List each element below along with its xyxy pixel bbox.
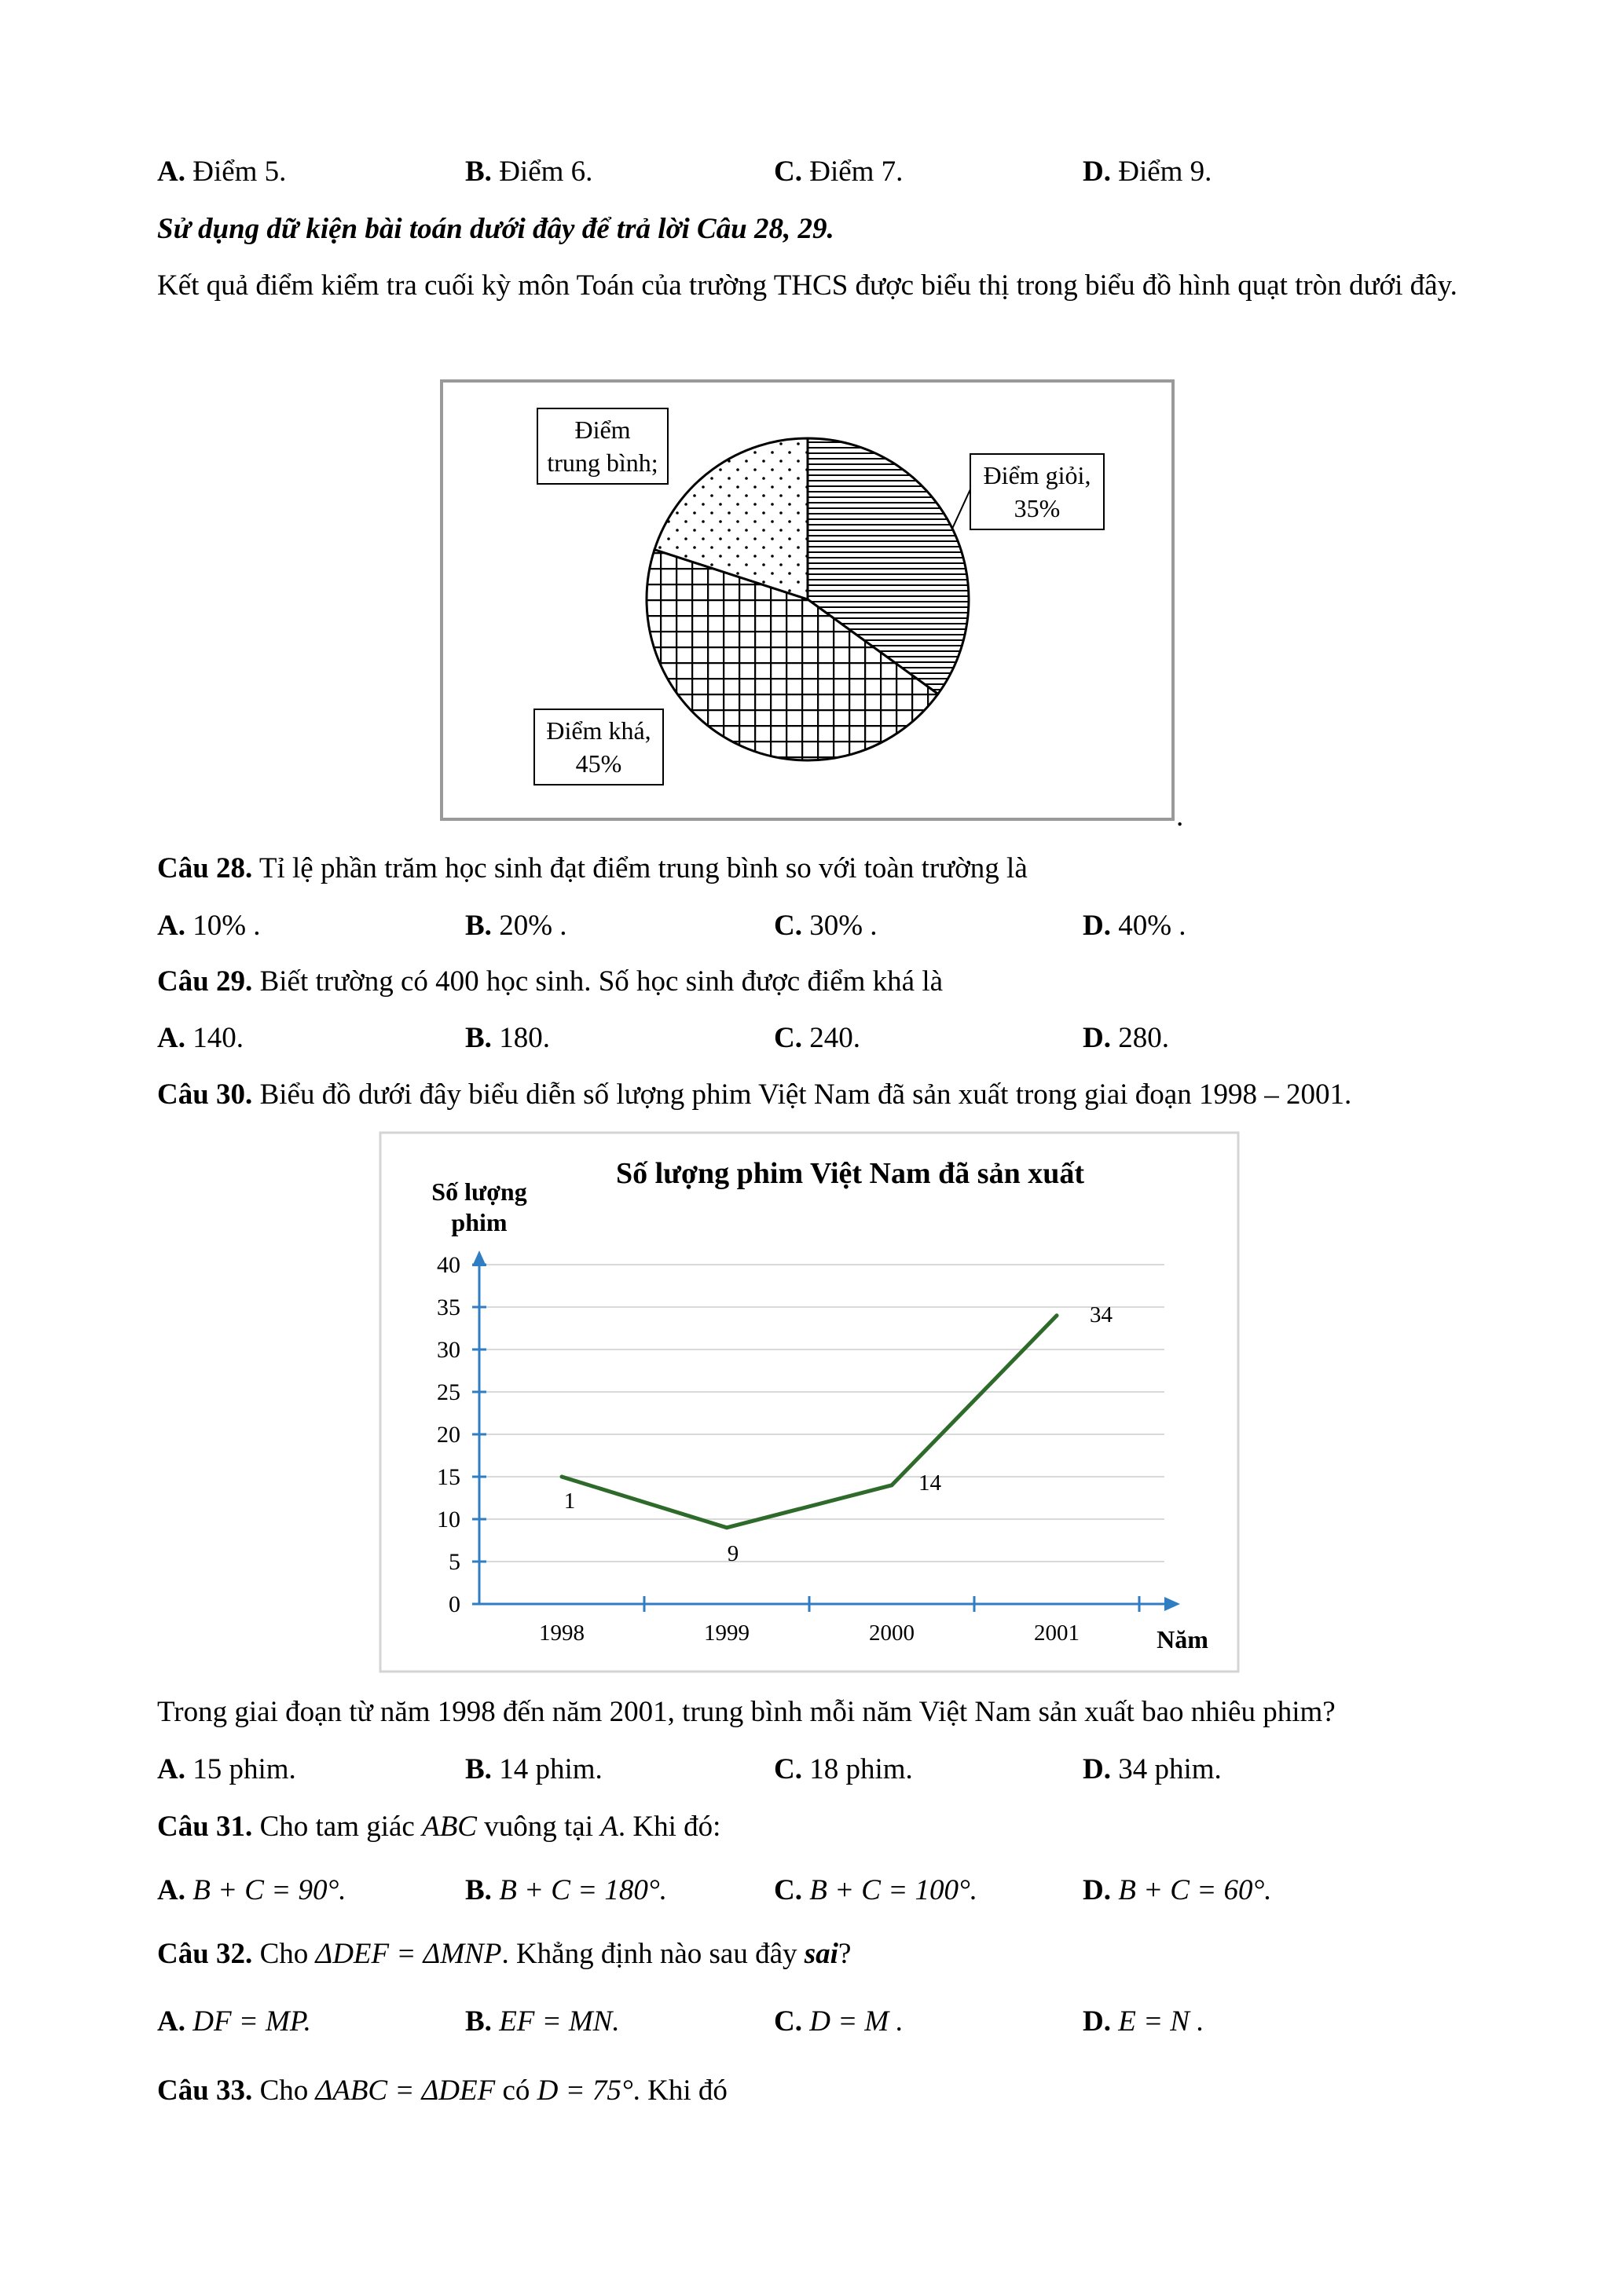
q32-option-b: B. EF = MN. <box>465 2005 620 2038</box>
q30-option-d: D. 34 phim. <box>1083 1753 1222 1785</box>
x-tick-label-2000: 2000 <box>869 1620 915 1646</box>
data-label-2001: 34 <box>1090 1302 1113 1327</box>
q31-option-c: C. B + C = 100°. <box>774 1874 977 1906</box>
q32-option-d: D. E = N . <box>1083 2005 1204 2038</box>
instruction: Sử dụng dữ kiện bài toán dưới đây để trả lời Câu 28, 29. <box>157 213 834 245</box>
y-tick-label-10: 10 <box>437 1507 460 1532</box>
chart-title: Số lượng phim Việt Nam đã sản xuất <box>615 1157 1085 1190</box>
pie-trailing-period: . <box>1176 800 1184 833</box>
data-point-2001 <box>1055 1313 1059 1317</box>
data-point-2000 <box>890 1483 894 1487</box>
intro-paragraph: Kết quả điểm kiểm tra cuối kỳ môn Toán của trường THCS được biểu thị trong biểu đồ hình quạt tròn dưới đây. <box>157 269 1457 302</box>
y-tick-label-40: 40 <box>437 1252 460 1278</box>
x-tick-label-1999: 1999 <box>704 1620 750 1646</box>
q29-stem: Câu 29. Biết trường có 400 học sinh. Số học sinh được điểm khá là <box>157 965 944 998</box>
q32-option-c: C. D = M . <box>774 2005 904 2038</box>
y-tick-label-30: 30 <box>437 1337 460 1363</box>
q31-option-d: D. B + C = 60°. <box>1083 1874 1272 1906</box>
q27-option-d: D. Điểm 9. <box>1083 156 1212 188</box>
y-tick-label-20: 20 <box>437 1422 460 1448</box>
data-label-1998: 1 <box>563 1489 576 1514</box>
q32-stem: Câu 32. Cho ΔDEF = ΔMNP. Khẳng định nào sau đây sai? <box>157 1938 852 1970</box>
q30-stem: Câu 30. Biểu đồ dưới đây biểu diễn số lượng phim Việt Nam đã sản xuất trong giai đoạn 1998 – 2001. <box>157 1078 1352 1111</box>
line-chart-frame <box>380 1133 1238 1672</box>
q28-option-b: B. 20% . <box>465 910 567 942</box>
q30-option-c: C. 18 phim. <box>774 1753 913 1785</box>
y-axis-label-line2: phim <box>451 1208 508 1236</box>
y-axis-label-line1: Số lượng <box>431 1177 527 1206</box>
data-point-1999 <box>725 1525 729 1529</box>
pie-label-line2-2: trung bình; <box>547 449 658 477</box>
data-label-1999: 9 <box>727 1540 739 1566</box>
data-label-2000: 14 <box>918 1470 941 1496</box>
q30-option-b: B. 14 phim. <box>465 1753 603 1785</box>
q33-stem: Câu 33. Cho ΔABC = ΔDEF có D = 75°. Khi đó <box>157 2074 728 2107</box>
q30-question: Trong giai đoạn từ năm 1998 đến năm 2001, trung bình mỗi năm Việt Nam sản xuất bao nhiêu phim? <box>157 1696 1336 1728</box>
q32-option-a: A. DF = MP. <box>157 2005 311 2038</box>
q27-option-a: A. Điểm 5. <box>157 156 287 188</box>
q28-stem: Câu 28. Tỉ lệ phần trăm học sinh đạt điểm trung bình so với toàn trường là <box>157 852 1028 884</box>
x-tick-label-1998: 1998 <box>539 1620 585 1646</box>
q30-option-a: A. 15 phim. <box>157 1753 296 1785</box>
y-tick-label-35: 35 <box>437 1294 460 1320</box>
pie-label-line2-0: 35% <box>1014 494 1061 522</box>
y-tick-label-5: 5 <box>449 1549 460 1575</box>
pie-chart-figure <box>440 379 1175 821</box>
q31-option-a: A. B + C = 90°. <box>157 1874 346 1906</box>
y-tick-label-25: 25 <box>437 1379 460 1405</box>
pie-label-line1-1: Điểm khá, <box>546 716 651 745</box>
pie-chart <box>440 379 1194 835</box>
q29-option-d: D. 280. <box>1083 1022 1169 1054</box>
y-tick-label-15: 15 <box>437 1464 460 1490</box>
line-chart <box>379 1131 1240 1673</box>
q28-option-d: D. 40% . <box>1083 910 1186 942</box>
q31-stem: Câu 31. Cho tam giác ABC vuông tại A. Khi đó: <box>157 1811 721 1843</box>
line-chart-figure <box>379 1131 1240 1673</box>
q27-option-b: B. Điểm 6. <box>465 156 593 188</box>
q29-option-c: C. 240. <box>774 1022 860 1054</box>
x-axis-label: Năm <box>1157 1625 1208 1653</box>
q28-option-c: C. 30% . <box>774 910 878 942</box>
q29-option-b: B. 180. <box>465 1022 550 1054</box>
x-tick-label-2001: 2001 <box>1034 1620 1080 1646</box>
q28-option-a: A. 10% . <box>157 910 261 942</box>
q29-option-a: A. 140. <box>157 1022 244 1054</box>
pie-label-line2-1: 45% <box>575 749 622 778</box>
q27-option-c: C. Điểm 7. <box>774 156 904 188</box>
pie-label-line1-0: Điểm giỏi, <box>983 461 1091 489</box>
y-tick-label-0: 0 <box>449 1591 460 1617</box>
pie-label-line1-2: Điểm <box>574 416 631 444</box>
q31-option-b: B. B + C = 180°. <box>465 1874 667 1906</box>
data-point-1998 <box>560 1475 564 1479</box>
